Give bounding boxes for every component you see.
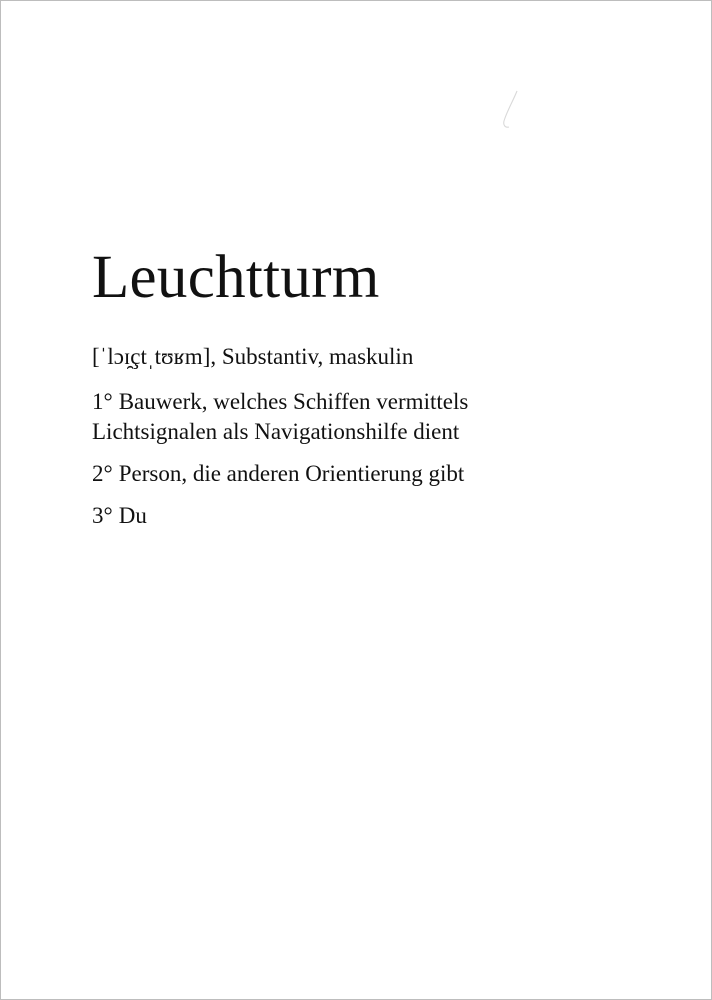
pencil-mark xyxy=(499,89,523,131)
sense-number: 1° xyxy=(92,388,113,414)
sense-item xyxy=(92,501,652,531)
sense-number: 2° xyxy=(92,460,113,486)
word-class: , Substantiv, maskulin xyxy=(210,344,414,369)
grammar-line xyxy=(92,343,652,371)
pronunciation: [ˈlɔɪ̯çtˌtʊʁm] xyxy=(92,344,211,369)
sense-number: 3° xyxy=(92,502,113,528)
sense-text: Person, die anderen Orientierung gibt xyxy=(118,460,465,486)
sense-list xyxy=(92,387,652,531)
sense-text: Du xyxy=(118,502,147,528)
sense-item xyxy=(92,387,652,447)
headword: Leuchtturm xyxy=(92,244,380,311)
sense-text: Bauwerk, welches Schiffen vermittels Lichtsignalen als Navigationshilfe dient xyxy=(92,388,469,444)
sense-item xyxy=(92,459,652,489)
dictionary-entry xyxy=(92,244,652,543)
